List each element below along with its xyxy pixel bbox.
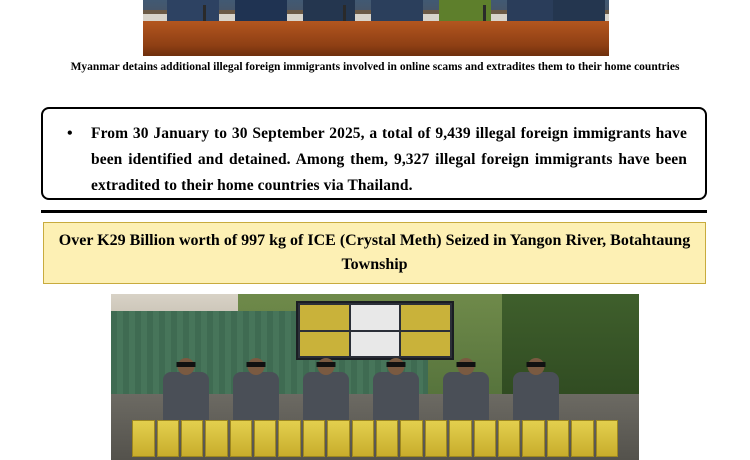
- microphone-icon: [483, 5, 486, 21]
- drug-package: [400, 420, 422, 457]
- evidence-display-board: [296, 301, 454, 361]
- drug-package: [181, 420, 203, 457]
- drug-seizure-photo-image: [111, 294, 639, 460]
- evidence-cell: [351, 332, 400, 357]
- microphone-icon: [343, 5, 346, 21]
- seized-drug-packages: [132, 420, 618, 457]
- drug-package: [205, 420, 227, 457]
- drug-package: [230, 420, 252, 457]
- photo-person: [371, 0, 423, 21]
- photo-person: [553, 0, 605, 21]
- drug-package: [132, 420, 154, 457]
- evidence-cell: [401, 332, 450, 357]
- bullet-box: [41, 107, 707, 200]
- list-item: • From 30 January to 30 September 2025, a total of 9,439 illegal foreign immigrants have been identified and detained. Among them, 9,327 illegal foreign immigrants have been extradited to their home countries via Thailand.: [91, 121, 687, 199]
- drug-package: [327, 420, 349, 457]
- photo-caption: Myanmar detains additional illegal foreign immigrants involved in online scams and extradites them to their home countries: [70, 61, 680, 73]
- drug-package: [303, 420, 325, 457]
- photo-person: [163, 372, 209, 420]
- drug-package: [522, 420, 544, 457]
- drug-package: [425, 420, 447, 457]
- photo-person: [235, 0, 287, 21]
- drug-package: [352, 420, 374, 457]
- headline-text: Over K29 Billion worth of 997 kg of ICE (Crystal Meth) Seized in Yangon River, Botahtaung Township: [58, 232, 691, 273]
- photo-person: [513, 372, 559, 420]
- photo-person: [303, 372, 349, 420]
- evidence-cell: [300, 305, 349, 330]
- drug-package: [278, 420, 300, 457]
- evidence-cell: [351, 305, 400, 330]
- headline-box: [43, 222, 706, 284]
- microphone-icon: [203, 5, 206, 21]
- drug-package: [254, 420, 276, 457]
- drug-package: [498, 420, 520, 457]
- evidence-cell: [401, 305, 450, 330]
- photo-person: [507, 0, 559, 21]
- photo-person: [443, 372, 489, 420]
- evidence-cell: [300, 332, 349, 357]
- photo-person: [303, 0, 355, 21]
- drug-package: [449, 420, 471, 457]
- section-divider: [41, 210, 707, 213]
- drug-package: [596, 420, 618, 457]
- drug-package: [547, 420, 569, 457]
- photo-person: [373, 372, 419, 420]
- photo-person: [233, 372, 279, 420]
- drug-package: [376, 420, 398, 457]
- press-conference-photo-image: [143, 0, 609, 56]
- press-conference-photo: [143, 0, 609, 56]
- drug-seizure-photo: [111, 294, 639, 460]
- drug-package: [157, 420, 179, 457]
- drug-package: [474, 420, 496, 457]
- photo-table: [143, 21, 609, 56]
- bullet-list: [43, 109, 705, 199]
- photo-person: [167, 0, 219, 21]
- drug-package: [571, 420, 593, 457]
